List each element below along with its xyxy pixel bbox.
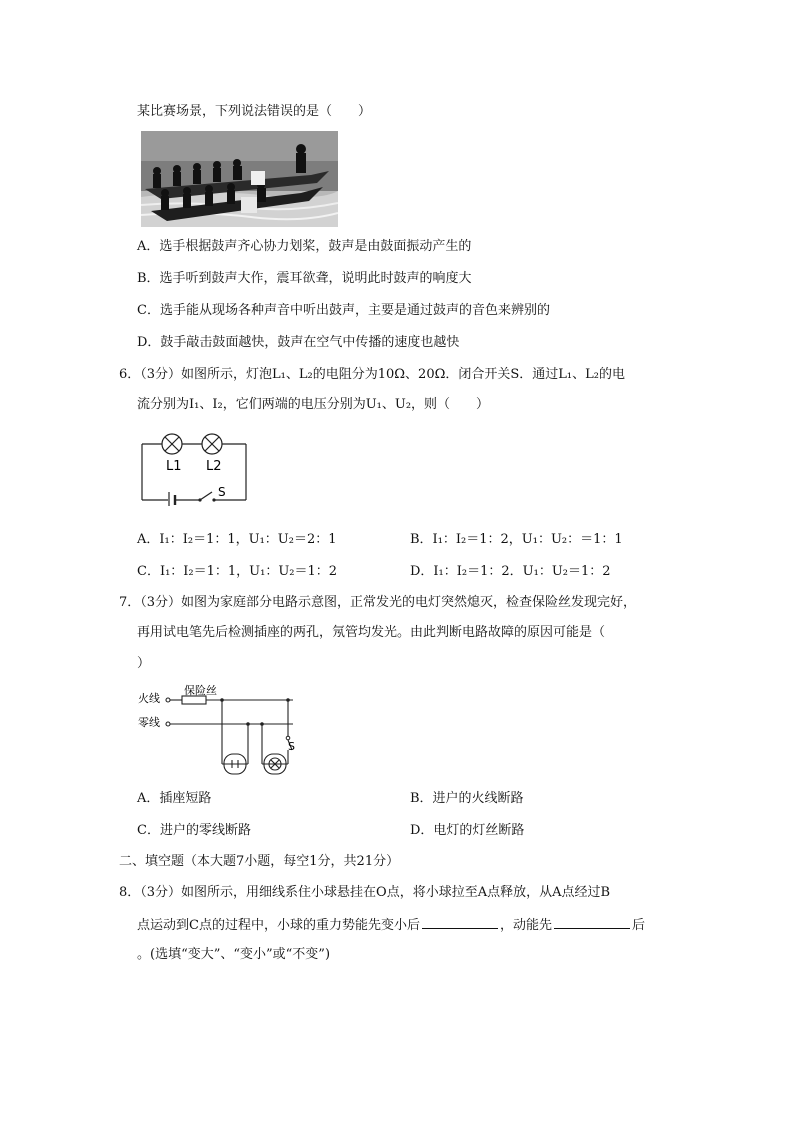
q8-text-c: 后 — [631, 918, 645, 933]
q6-option-b: B．I₁：I₂＝1：2，U₁：U₂：＝1：1 — [410, 532, 623, 547]
q6-option-a: A．I₁：I₂＝1：1，U₁：U₂＝2：1 — [137, 532, 337, 547]
lamp1-label: L1 — [166, 459, 182, 474]
q5-option-b: B．选手听到鼓声大作，震耳欲聋，说明此时鼓声的响度大 — [137, 271, 472, 286]
q7-option-b: B．进户的火线断路 — [410, 791, 524, 806]
q5-option-a: A．选手根据鼓声齐心协力划桨，鼓声是由鼓面振动产生的 — [137, 239, 472, 254]
answer-blank-1[interactable] — [422, 915, 498, 929]
q6-stem-line2: 流分别为I₁、I₂，它们两端的电压分别为U₁、U₂，则（ ） — [137, 397, 490, 412]
live-wire-label: 火线 — [138, 692, 160, 705]
q8-stem-line1: 8．（3分）如图所示，用细线系住小球悬挂在O点，将小球拉至A点释放，从A点经过B — [119, 885, 611, 900]
q5-stem: 某比赛场景，下列说法错误的是（ ） — [137, 104, 372, 119]
q8-text-a: 点运动到C点的过程中，小球的重力势能先变小后 — [137, 918, 420, 933]
q8-stem-line2 — [137, 915, 645, 935]
q7-option-d: D．电灯的灯丝断路 — [410, 823, 525, 838]
switch-label: S — [218, 485, 226, 499]
q7-stem-line2: 再用试电笔先后检测插座的两孔，氖管均发光。由此判断电路故障的原因可能是（ — [137, 625, 606, 640]
q6-option-c: C．I₁：I₂＝1：1，U₁：U₂＝1：2 — [137, 564, 338, 579]
neutral-wire-label: 零线 — [138, 716, 160, 729]
q6-option-d: D．I₁：I₂＝1：2．U₁：U₂＝1：2 — [410, 564, 611, 579]
q7-option-a: A．插座短路 — [137, 791, 212, 806]
q8-text-b: ，动能先 — [499, 918, 552, 933]
fuse-label: 保险丝 — [184, 684, 217, 697]
section-heading: 二、填空题（本大题7小题，每空1分，共21分） — [119, 854, 400, 869]
q6-circuit-diagram — [136, 428, 252, 506]
q7-switch-label: S — [288, 740, 295, 753]
q7-stem-line1: 7．（3分）如图为家庭部分电路示意图，正常发光的电灯突然熄灭，检查保险丝发现完好， — [119, 595, 637, 610]
q5-option-c: C．选手能从现场各种声音中听出鼓声，主要是通过鼓声的音色来辨别的 — [137, 303, 550, 318]
q7-option-c: C．进户的零线断路 — [137, 823, 251, 838]
q8-stem-line3: 。(选填“变大”、“变小”或“不变”) — [137, 947, 331, 962]
q5-option-d: D．鼓手敲击鼓面越快，鼓声在空气中传播的速度也越快 — [137, 335, 460, 350]
q6-stem-line1: 6．（3分）如图所示，灯泡L₁、L₂的电阻分为10Ω、20Ω．闭合开关S．通过L₁、L₂的电 — [119, 367, 625, 382]
lamp2-label: L2 — [206, 459, 222, 474]
dragon-boat-photo — [141, 131, 338, 227]
q7-household-circuit-diagram — [138, 684, 303, 780]
q7-stem-line3: ） — [137, 656, 151, 671]
answer-blank-2[interactable] — [554, 915, 630, 929]
